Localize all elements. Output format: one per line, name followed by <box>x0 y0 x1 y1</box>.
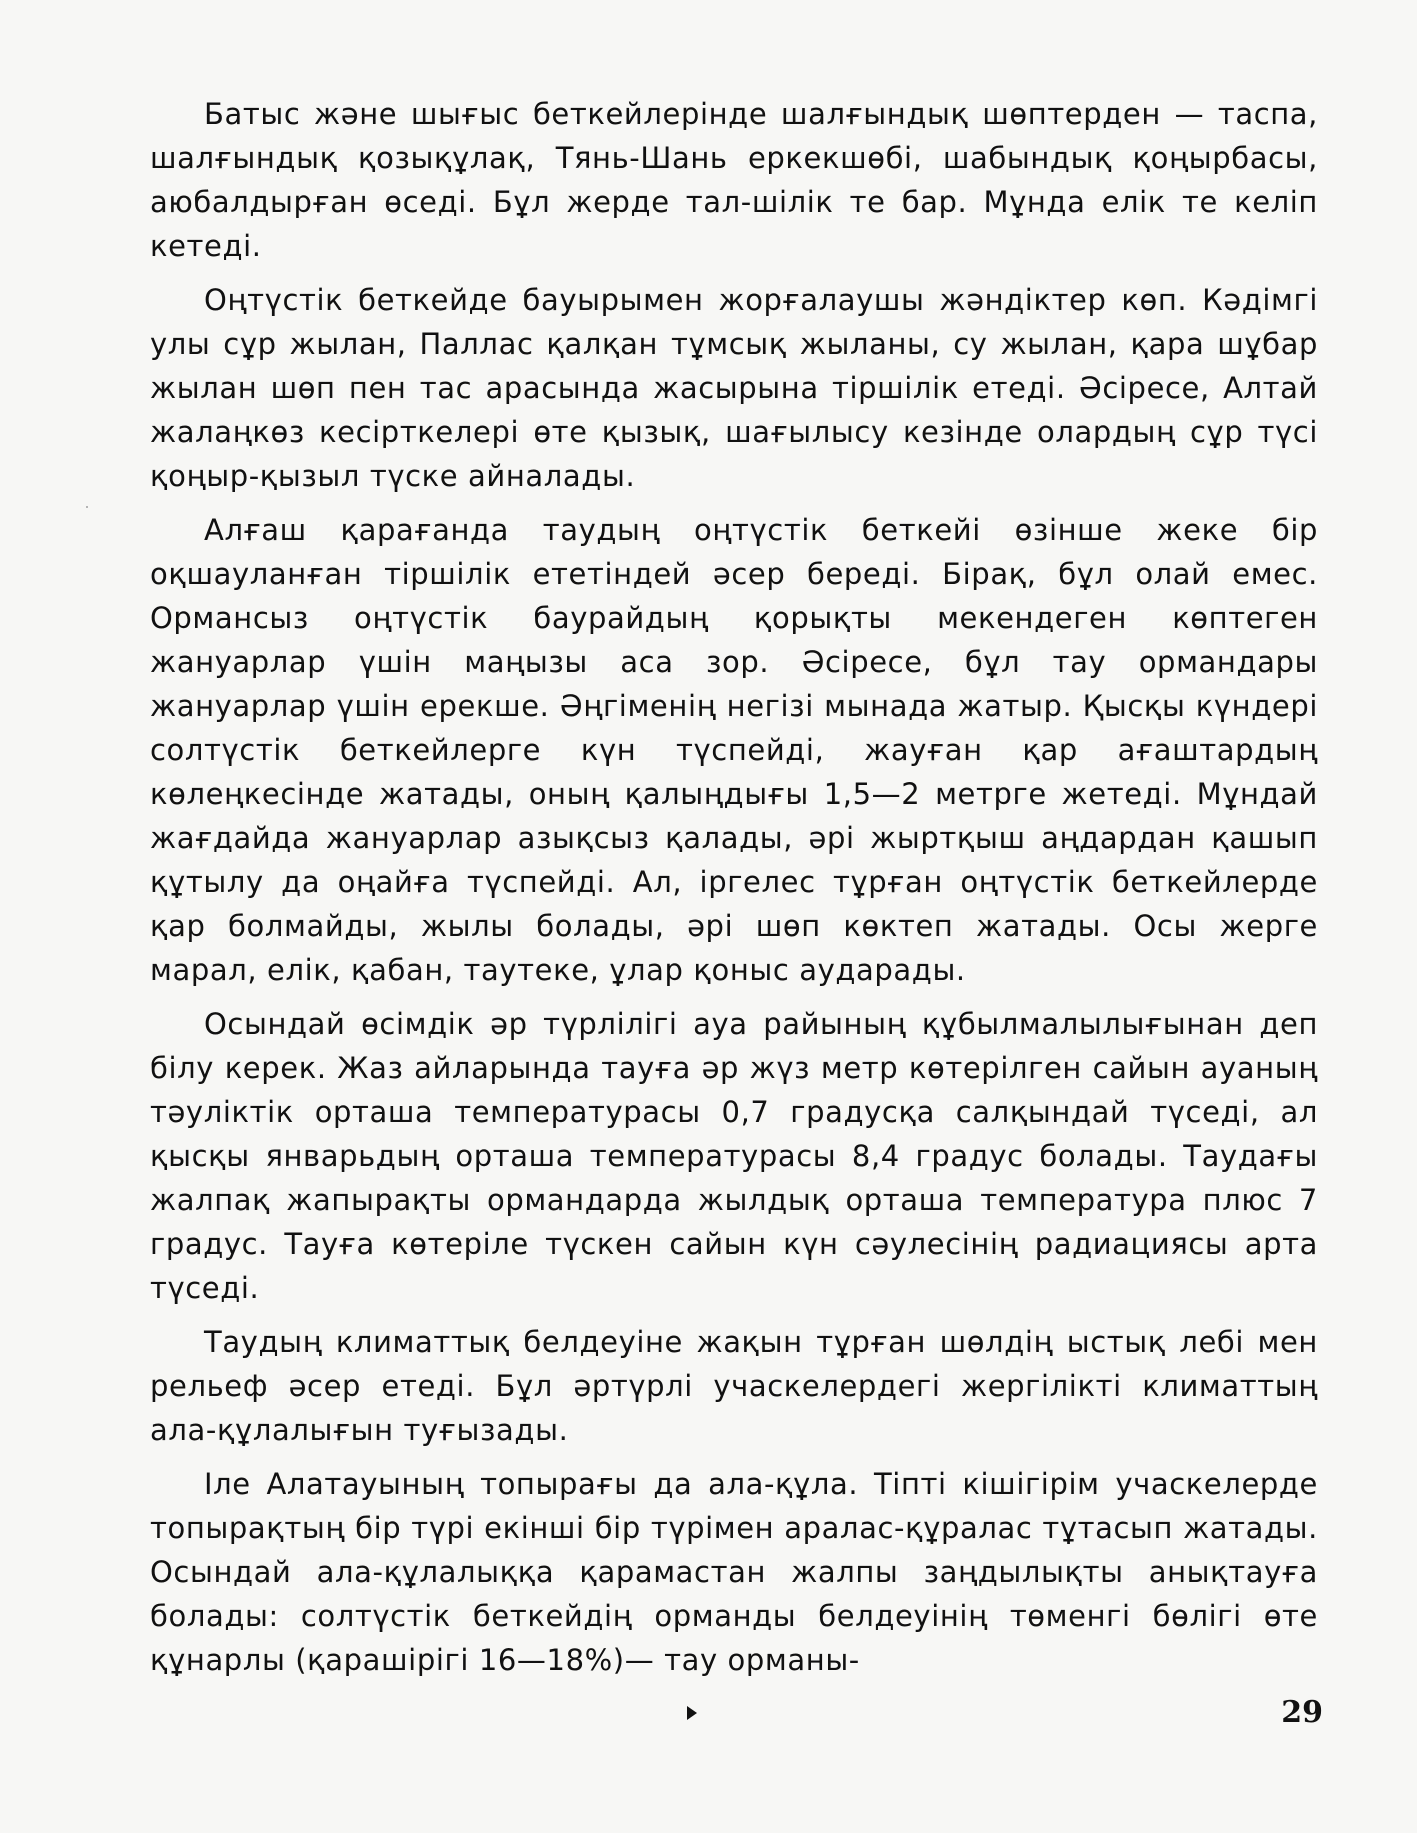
paragraph-reptiles: Оңтүстік беткейде бауырымен жорғалаушы жәндіктер көп. Кәдімгі улы сұр жылан, Паллас қалқан тұмсық жыланы, су жылан, қара шұбар жылан шөп пен тас арасында жасырына тіршілік етеді. Әсіресе, Алтай жалаңкөз кесірткелері өте қызық, шағылысу кезінде олардың сұр түсі қоңыр-қызыл түске айналады. <box>150 283 1318 493</box>
paragraph-west-east-slopes: Батыс және шығыс беткейлерінде шалғындық шөптерден — таспа, шалғындық қозықұлақ, Тянь-Шань еркекшөбі, шабындық қоңырбасы, аюбалдырған өседі. Бұл жерде тал-шілік те бар. Мұнда елік те келіп кетеді. <box>150 97 1318 263</box>
page-number: 29 <box>1281 1695 1323 1730</box>
paragraph-southern-slope: Алғаш қарағанда таудың оңтүстік беткейі өзінше жеке бір оқшауланған тіршілік ететіндей әсер береді. Бірақ, бұл олай емес. Ормансыз оңтүстік баурайдың қорықты мекендеген көптеген жануарлар үшін маңызы аса зор. Әсіресе, бұл тау ормандары жануарлар үшін ерекше. Әңгіменің негізі мынада жатыр. Қысқы күндері солтүстік беткейлерге күн түспейді, жауған қар ағаштардың көлеңкесінде жатады, оның қалыңдығы 1,5—2 метрге жетеді. Мұндай жағдайда жануарлар азықсыз қалады, әрі жыртқыш аңдардан қашып құтылу да оңайға түспейді. Ал, іргелес тұрған оңтүстік беткейлерде қар болмайды, жылы болады, әрі шөп көктеп жатады. Осы жерге марал, елік, қабан, таутеке, ұлар қоныс аударады. <box>150 513 1318 987</box>
scan-speck <box>86 506 88 508</box>
body-text <box>150 92 1318 1682</box>
bullet-mark <box>687 1706 697 1720</box>
paragraph-soil: Іле Алатауының топырағы да ала-құла. Тіпті кішігірім учаскелерде топырақтың бір түрі екінші бір түрімен аралас-құралас тұтасып жатады. Осындай ала-құлалыққа қарамастан жалпы заңдылықты анықтауға болады: солтүстік беткейдің орманды белдеуінің төменгі бөлігі өте құнарлы (қарашірігі 16—18%)— тау орманы- <box>150 1467 1318 1677</box>
paragraph-climate: Осындай өсімдік әр түрлілігі ауа райының құбылмалылығынан деп білу керек. Жаз айларында тауға әр жүз метр көтерілген сайын ауаның тәуліктік орташа температурасы 0,7 градусқа салқындай түседі, ал қысқы январьдың орташа температурасы 8,4 градус болады. Таудағы жалпақ жапырақты ормандарда жылдық орташа температура плюс 7 градус. Тауға көтеріле түскен сайын күн сәулесінің радиациясы арта түседі. <box>150 1007 1318 1305</box>
paragraph-microclimate: Таудың климаттық белдеуіне жақын тұрған шөлдің ыстық лебі мен рельеф әсер етеді. Бұл әртүрлі учаскелердегі жергілікті климаттың ала-құлалығын туғызады. <box>150 1325 1318 1447</box>
